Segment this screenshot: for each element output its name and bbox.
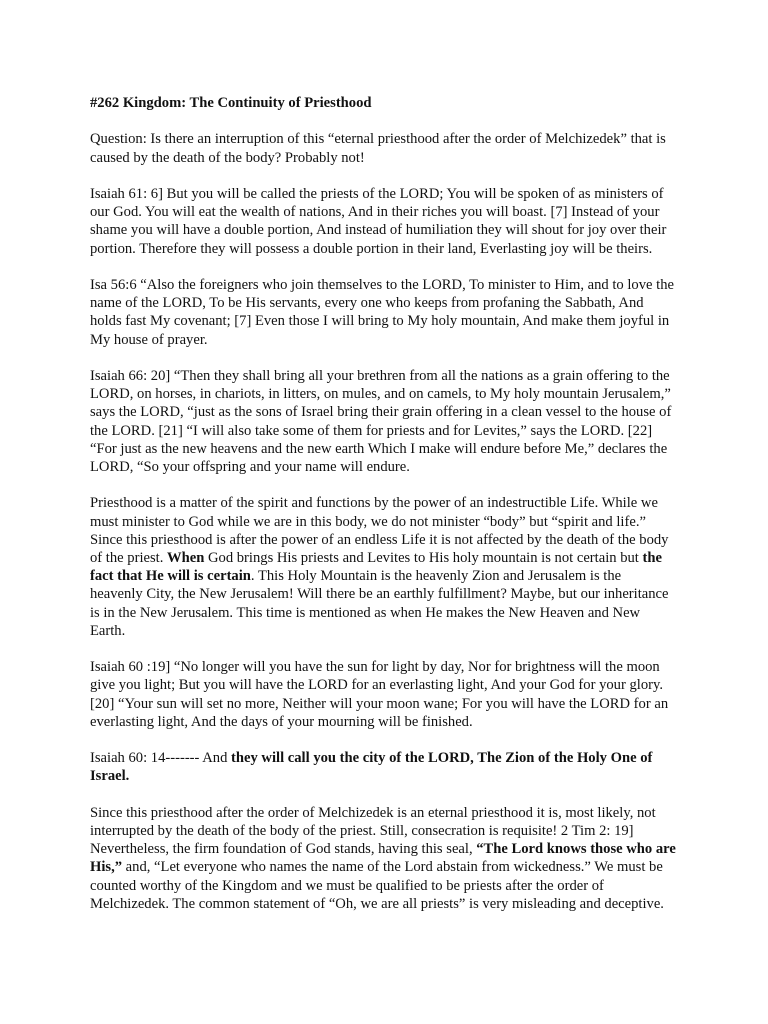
closing-paragraph xyxy=(90,804,676,913)
document-page xyxy=(90,94,676,931)
priesthood-text-3: . This Holy Mountain is the heavenly Zion and Jerusalem is the heavenly City, the New Jerusalem! Will there be an earthly fulfillment? Maybe, but our inheritance is in the New Jerusalem. This time is mentioned as when He makes the New Heaven and New Earth. xyxy=(90,568,669,639)
priesthood-bold-when: When xyxy=(167,550,205,566)
closing-bold: “The Lord knows those who are His,” xyxy=(90,841,676,876)
question-paragraph: Question: Is there an interruption of this “eternal priesthood after the order of Melchizedek” that is caused by the death of the body? Probably not! xyxy=(90,131,666,166)
isaiah-61-paragraph: Isaiah 61: 6] But you will be called the priests of the LORD; You will be spoken of as ministers of our God. You will eat the wealth of nations, And in their riches you will boast. [7] Instead of your shame you will have a double portion, And instead of humiliation they will shout for joy over their portion. Therefore they will possess a double portion in their land, Everlasting joy will be theirs. xyxy=(90,185,667,257)
isaiah-60-19-paragraph: Isaiah 60 :19] “No longer will you have the sun for light by day, Nor for brightness will the moon give you light; But you will have the LORD for an everlasting light, And your God for your glory. [20] “Your sun will set no more, Neither will your moon wane; For you will have the LORD for an everlasting light, And the days of your mourning will be finished. xyxy=(90,659,669,730)
closing-text-2: and, “Let everyone who names the name of the Lord abstain from wickedness.” We must be counted worthy of the Kingdom and we must be qualified to be priests after the order of Melchizedek. The common statement of “Oh, we are all priests” is very misleading and deceptive. xyxy=(90,859,664,912)
priesthood-text-2: God brings His priests and Levites to His holy mountain is not certain but xyxy=(204,550,643,566)
closing-text-1: Since this priesthood after the order of Melchizedek is an eternal priesthood it is, most likely, not interrupted by the death of the body of the priest. Still, consecration is requisite! 2 Tim 2: 19] Nevertheless, the firm foundation of God stands, having this seal, xyxy=(90,804,656,858)
priesthood-bold-fact: the fact that He will is certain xyxy=(90,550,662,585)
priesthood-paragraph xyxy=(90,494,676,640)
isa-56-paragraph: Isa 56:6 “Also the foreigners who join themselves to the LORD, To minister to Him, and to love the name of the LORD, To be His servants, every one who keeps from profaning the Sabbath, And holds fast My covenant; [7] Even those I will bring to My holy mountain, And make them joyful in My house of prayer. xyxy=(90,276,674,348)
priesthood-text-1: Priesthood is a matter of the spirit and functions by the power of an indestructible Life. While we must minister to God while we are in this body, we do not minister “body” but “spirit and life.” Since this priesthood is after the power of an endless Life it is not affected by the death of the body of the priest. xyxy=(90,495,669,566)
isaiah-60-14-paragraph xyxy=(90,749,676,785)
isaiah-66-paragraph: Isaiah 66: 20] “Then they shall bring all your brethren from all the nations as a grain offering to the LORD, on horses, in chariots, in litters, on mules, and on camels, to My holy mountain Jerusalem,” says the LORD, “just as the sons of Israel bring their grain offering in a clean vessel to the house of the LORD. [21] “I will also take some of them for priests and for Levites,” says the LORD. [22] “For just as the new heavens and the new earth Which I make will endure before Me,” declares the LORD, “So your offspring and your name will endure. xyxy=(90,367,672,475)
document-title: #262 Kingdom: The Continuity of Priesthood xyxy=(90,95,372,111)
isaiah-60-14-text: Isaiah 60: 14------- And xyxy=(90,750,232,767)
isaiah-60-14-bold: they will call you the city of the LORD, The Zion of the Holy One of Israel. xyxy=(90,750,653,785)
